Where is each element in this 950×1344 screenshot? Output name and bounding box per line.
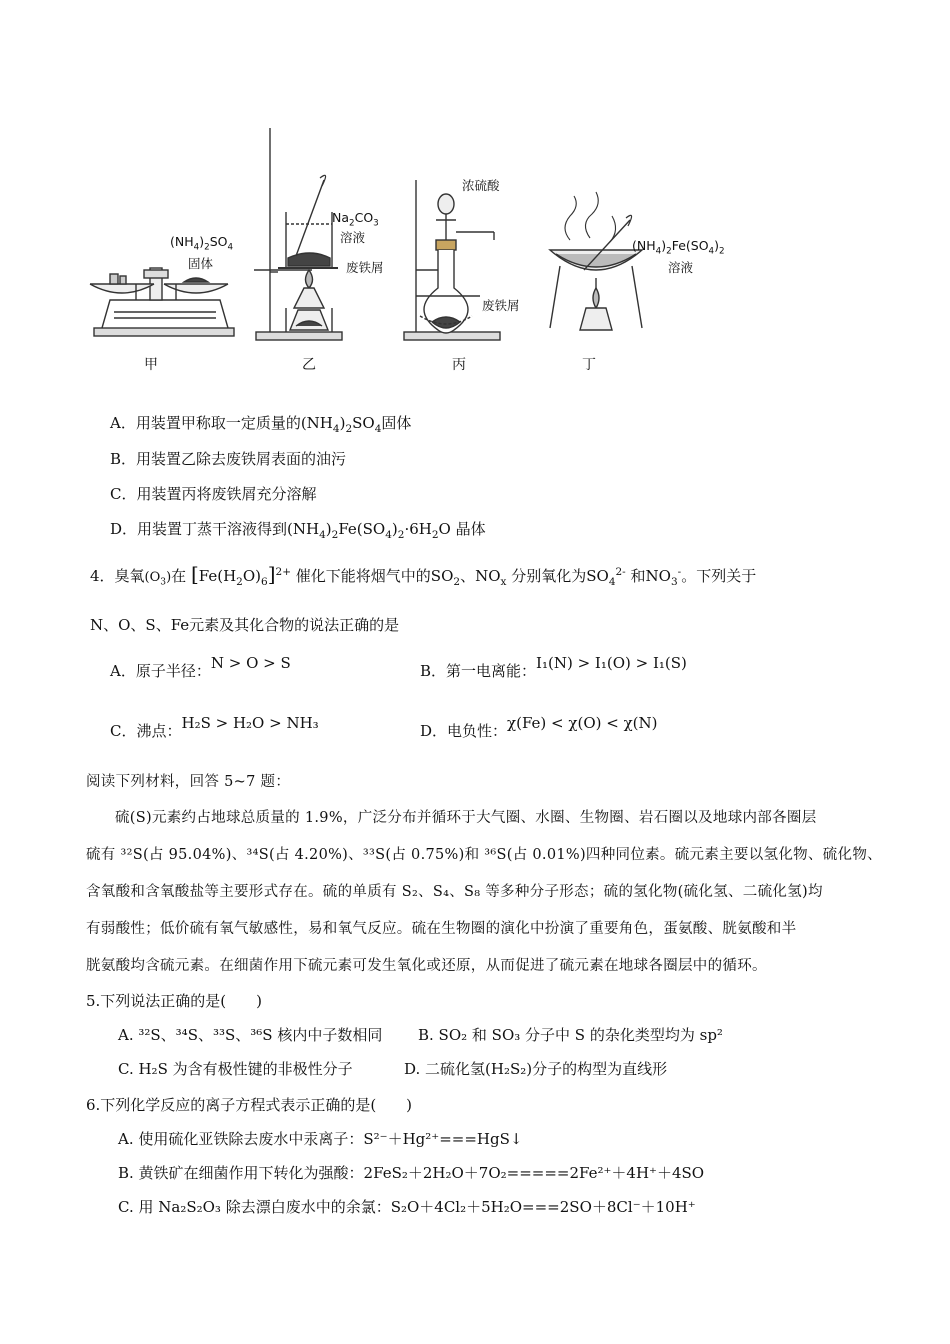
q3-option-a: A．用装置甲称取一定质量的$(NH_4)_2SO_4$固体 [110,414,412,435]
q3-option-b: B．用装置乙除去废铁屑表面的油污 [110,450,347,468]
balance-drawing [90,268,234,336]
reading-line-4: 有弱酸性；低价硫有氧气敏感性，易和氧气反应。硫在生物圈的演化中扮演了重要角色，蛋氨酸、胱氨酸和半 [86,921,797,937]
reading-line-3: 含氧酸和含氧酸盐等主要形式存在。硫的单质有 S₂、S₄、S₈ 等多种分子形态；硫的氢化物(硫化氢、二硫化氢)均 [86,884,823,900]
caption-yi: 乙 [302,357,316,373]
q4-stem-line1: 4．臭氧$(O_3)$在 $[Fe(H_2O)_6]^{2+}$ 催化下能将烟气中的$SO_2$、$NO_x$ 分别氧化为$SO_4^{2-}$ 和$NO_3^-$。下列关于 [90,562,757,588]
label-solid: 固体 [188,256,214,271]
q4-option-a: A．原子半径：N > O > S [110,654,291,680]
caption-jia: 甲 [144,357,158,373]
label-scrap-iron-yi: 废铁屑 [346,260,384,275]
beaker-setup-drawing [254,128,342,340]
q4-option-c: C．沸点：H₂S > H₂O > NH₃ [110,714,319,740]
caption-bing: 丙 [452,357,466,373]
flask-setup-drawing [404,180,500,340]
q5-stem: 5.下列说法正确的是( ) [86,992,263,1010]
label-solution-ding: 溶液 [668,260,694,275]
q5-option-a: A. ³²S、³⁴S、³³S、³⁶S 核内中子数相同 [118,1026,383,1044]
q6-option-c: C. 用 Na₂S₂O₃ 除去漂白废水中的余氯：S₂O＋4Cl₂＋5H₂O===2SO＋8Cl⁻＋10H⁺ [118,1198,696,1216]
label-conc-sulfuric-acid: 浓硫酸 [462,178,500,193]
q3-option-c: C．用装置丙将废铁屑充分溶解 [110,485,317,503]
q5-option-b: B. SO₂ 和 SO₃ 分子中 S 的杂化类型均为 sp² [418,1026,723,1044]
q6-stem: 6.下列化学反应的离子方程式表示正确的是( ) [86,1096,413,1114]
label-solution-yi: 溶液 [340,230,366,245]
label-ammonium-sulfate: $(NH_4)_2SO_4$ [170,234,234,253]
evaporation-setup-drawing [550,192,642,330]
q4-stem-line2: N、O、S、Fe元素及其化合物的说法正确的是 [90,616,400,634]
reading-line-2: 硫有 ³²S(占 95.04%)、³⁴S(占 4.20%)、³³S(占 0.75%)和 ³⁶S(占 0.01%)四种同位素。硫元素主要以氢化物、硫化物、 [86,847,882,863]
label-sodium-carbonate: $Na_2CO_3$ [332,210,379,229]
reading-line-1: 硫(S)元素约占地球总质量的 1.9%，广泛分布并循环于大气圈、水圈、生物圈、岩石圈以及地球内部各圈层 [115,810,817,826]
apparatus-figure [80,120,760,380]
label-scrap-iron-bing: 废铁屑 [482,298,520,313]
q5-option-c: C. H₂S 为含有极性键的非极性分子 [118,1060,353,1078]
reading-line-5: 胱氨酸均含硫元素。在细菌作用下硫元素可发生氧化或还原，从而促进了硫元素在地球各圈层中的循环。 [86,958,767,974]
q6-option-a: A. 使用硫化亚铁除去废水中汞离子：S²⁻＋Hg²⁺===HgS↓ [118,1130,523,1148]
label-mohr-salt: $(NH_4)_2Fe(SO_4)_2$ [632,238,725,257]
q4-option-d: D．电负性：χ(Fe) < χ(O) < χ(N) [420,714,658,740]
q6-option-b: B. 黄铁矿在细菌作用下转化为强酸：2FeS₂＋2H₂O＋7O₂=====2Fe²⁺＋4H⁺＋4SO [118,1164,705,1182]
reading-intro: 阅读下列材料，回答 5~7 题： [86,774,291,790]
q5-option-d: D. 二硫化氢(H₂S₂)分子的构型为直线形 [404,1060,668,1078]
q3-option-d: D．用装置丁蒸干溶液得到$(NH_4)_2Fe(SO_4)_2\cdot 6H_2O$ 晶体 [110,520,486,541]
caption-ding: 丁 [582,357,596,373]
q4-option-b: B．第一电离能：I₁(N) > I₁(O) > I₁(S) [420,654,687,680]
